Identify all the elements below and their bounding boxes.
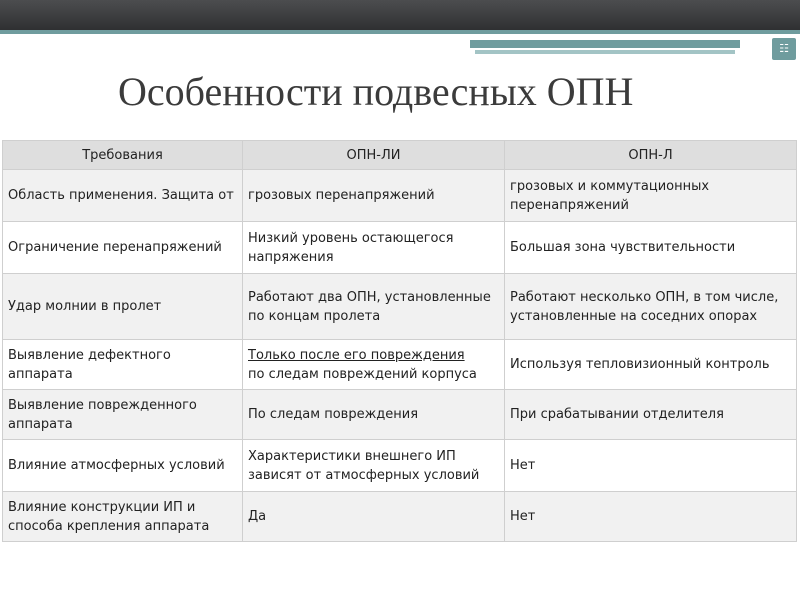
table-cell: Большая зона чувствительности [505,222,797,274]
table-cell: Нет [505,492,797,542]
table-cell: Область применения. Защита от [3,170,243,222]
underlined-text: Только после его повреждения [248,347,465,363]
header-cell-opn-l: ОПН-Л [505,141,797,170]
table-cell: Влияние конструкции ИП и способа крепления аппарата [3,492,243,542]
table-row [3,390,797,440]
header-cell-opn-li: ОПН-ЛИ [243,141,505,170]
accent-bar-secondary [475,50,735,54]
header-cell-requirements: Требования [3,141,243,170]
table-cell: Нет [505,440,797,492]
table-cell: Удар молнии в пролет [3,274,243,340]
accent-strip [0,30,800,34]
table-cell: грозовых перенапряжений [243,170,505,222]
table-cell: грозовых и коммутационных перенапряжений [505,170,797,222]
top-bar [0,0,800,30]
table-cell: Влияние атмосферных условий [3,440,243,492]
table-cell: Работают несколько ОПН, в том числе, установленные на соседних опорах [505,274,797,340]
cell-text: по следам повреждений корпуса [248,366,477,382]
table-row [3,170,797,222]
slide-title: Особенности подвесных ОПН [118,69,634,114]
table-cell [243,340,505,390]
table-cell: Ограничение перенапряжений [3,222,243,274]
table-header-row [3,141,797,170]
table-cell: Низкий уровень остающегося напряжения [243,222,505,274]
table-cell: Работают два ОПН, установленные по концам пролета [243,274,505,340]
table-row [3,340,797,390]
table-cell: Используя тепловизионный контроль [505,340,797,390]
table-row [3,222,797,274]
table-cell: Выявление дефектного аппарата [3,340,243,390]
table-row [3,492,797,542]
comparison-table [2,140,797,542]
table-row [3,440,797,492]
table-row [3,274,797,340]
table-cell: Характеристики внешнего ИП зависят от атмосферных условий [243,440,505,492]
slide-nav-icon[interactable]: ☷ [772,38,796,60]
table-cell: По следам повреждения [243,390,505,440]
accent-bar [470,40,740,48]
table-cell: Выявление поврежденного аппарата [3,390,243,440]
table-cell: Да [243,492,505,542]
table-cell: При срабатывании отделителя [505,390,797,440]
